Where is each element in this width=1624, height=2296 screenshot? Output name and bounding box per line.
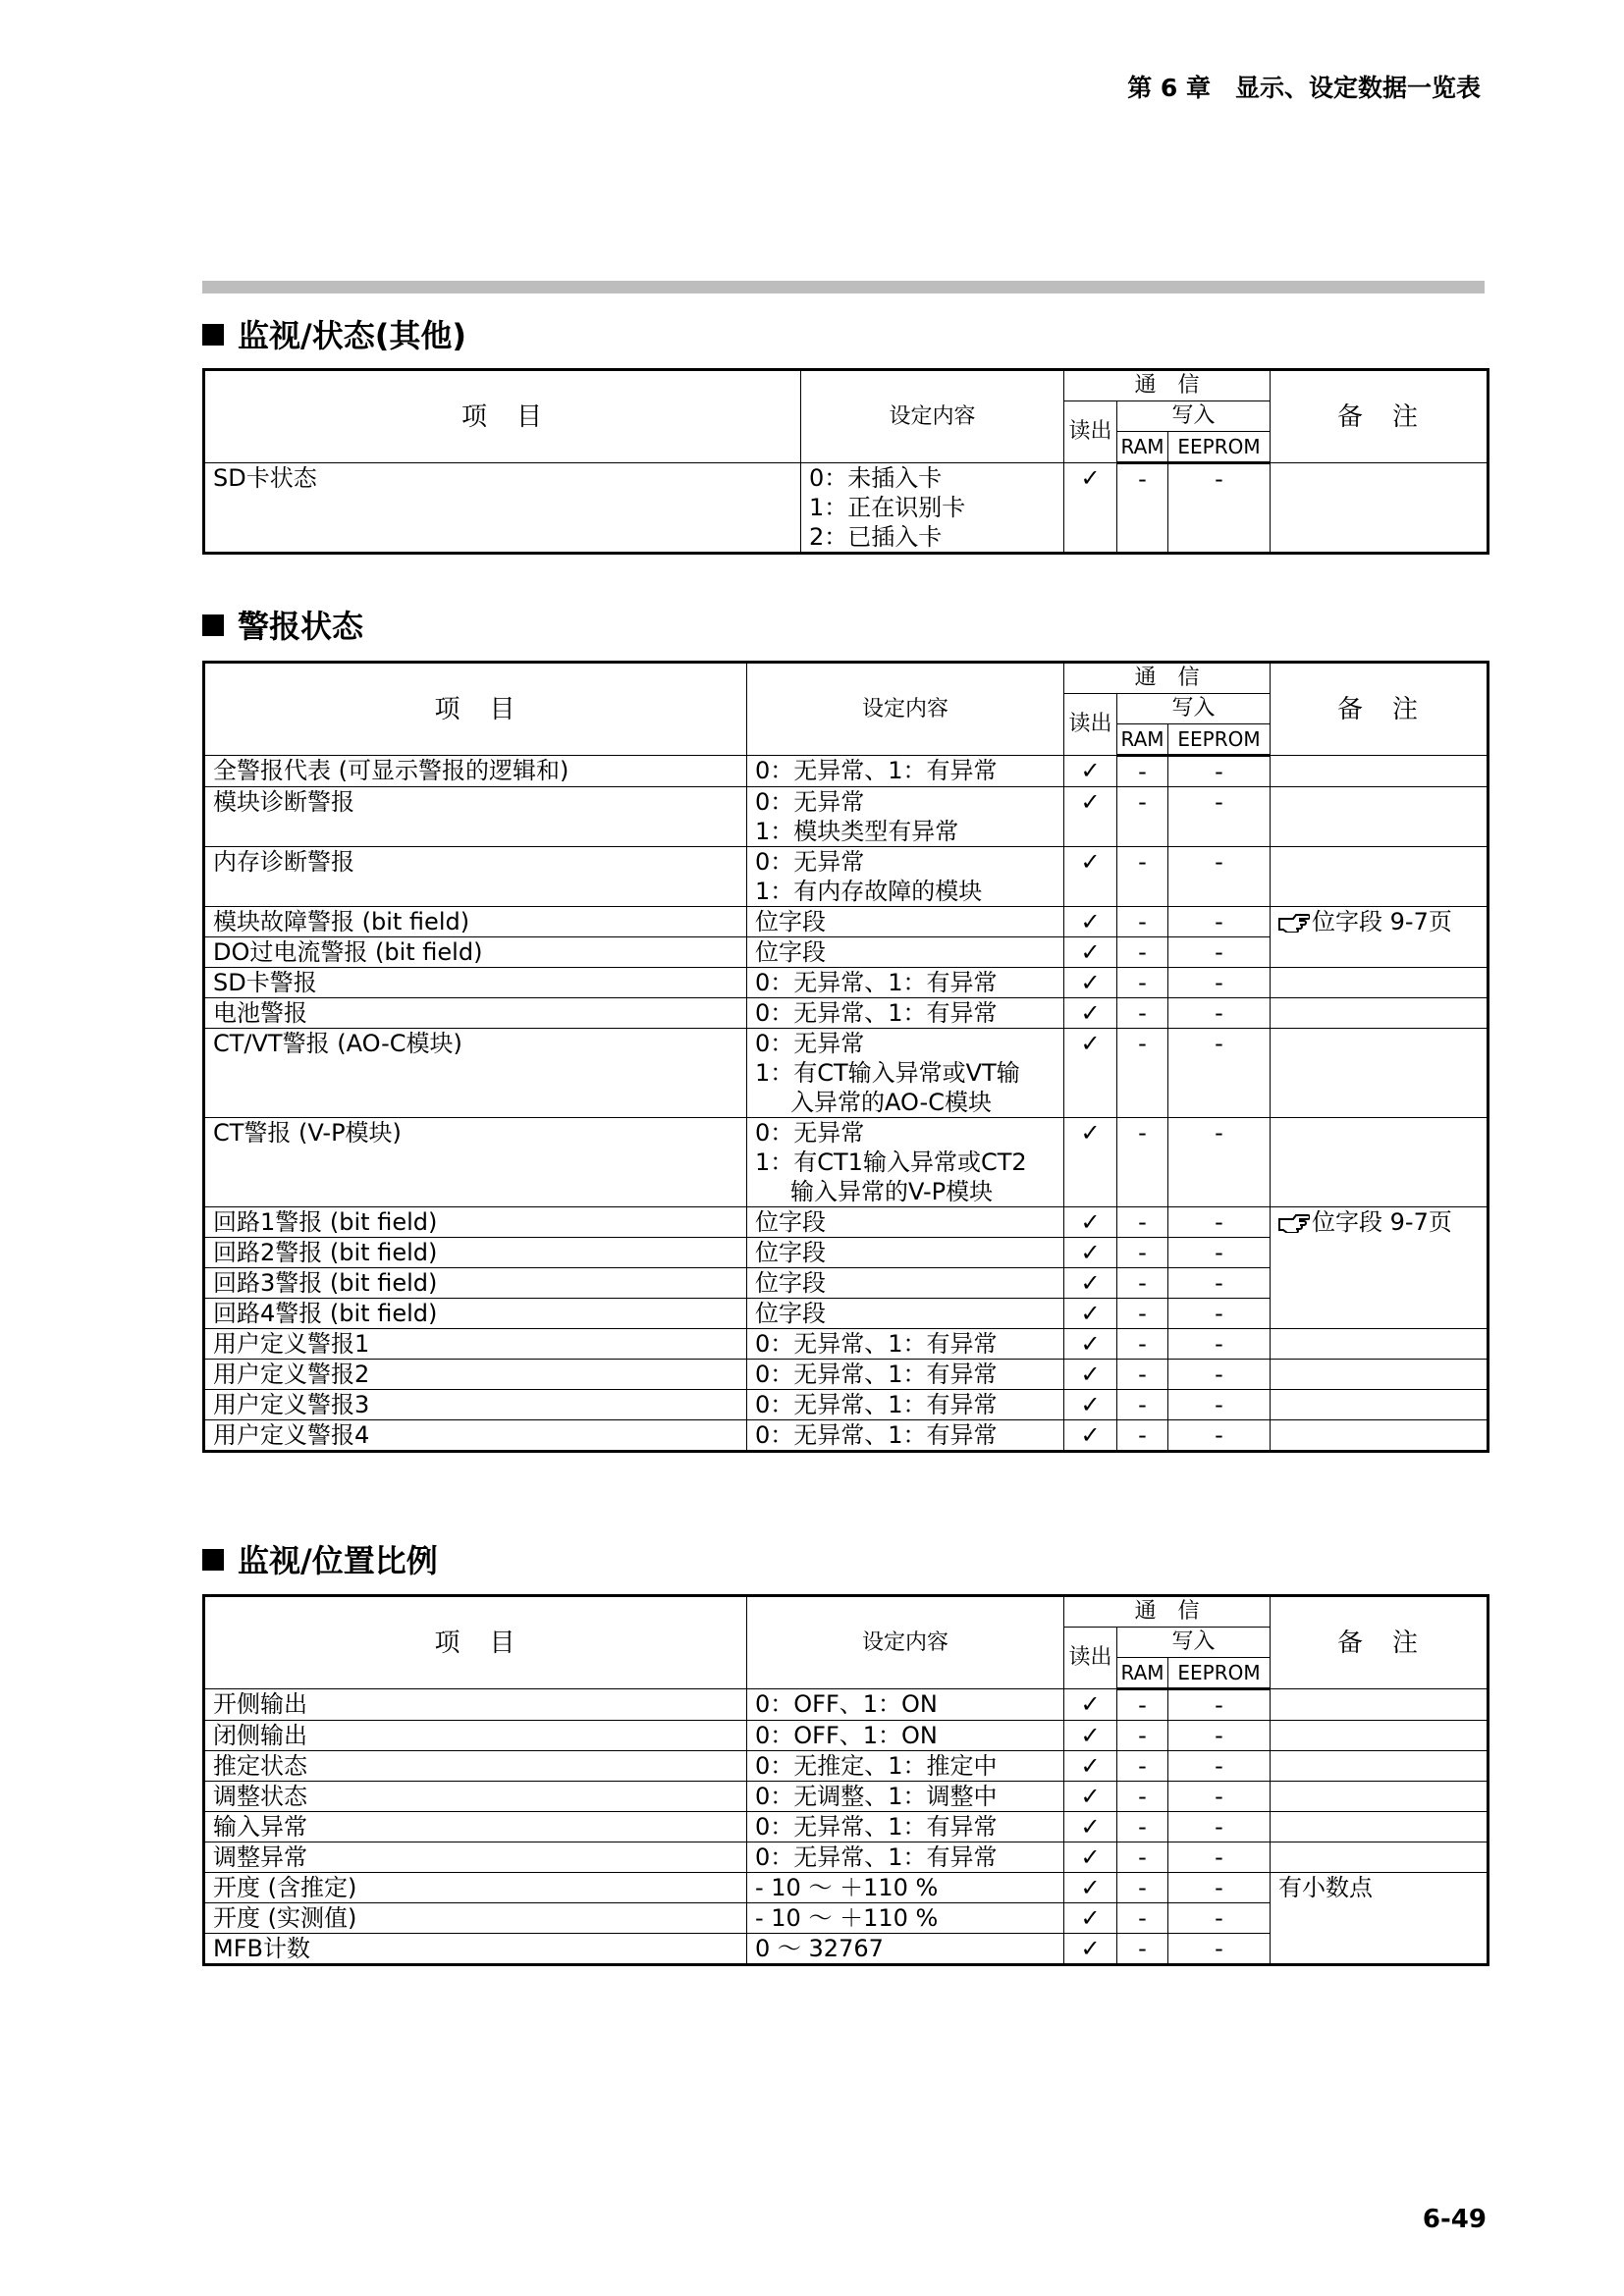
item-cell: 内存诊断警报 [204, 847, 747, 907]
ram-cell: - [1117, 463, 1168, 554]
col-header-read: 读出 [1064, 401, 1117, 463]
item-cell: 用户定义警报2 [204, 1360, 747, 1390]
read-check: ✓ [1064, 1268, 1117, 1299]
table-row [204, 1360, 1489, 1390]
note-cell [1271, 756, 1489, 787]
setting-cell [747, 1689, 1064, 1721]
read-check: ✓ [1064, 968, 1117, 998]
col-header-ram: RAM [1117, 724, 1168, 756]
col-header-read: 读出 [1064, 1628, 1117, 1689]
setting-line: 入异常的AO-C模块 [790, 1089, 992, 1116]
ram-cell: - [1117, 1029, 1168, 1118]
square-bullet-icon [202, 324, 224, 346]
item-cell: 全警报代表 (可显示警报的逻辑和) [204, 756, 747, 787]
item-cell: 输入异常 [204, 1812, 747, 1842]
read-check: ✓ [1064, 1689, 1117, 1721]
setting-line: 0：OFF、1：ON [755, 1690, 938, 1718]
table-row [204, 1390, 1489, 1420]
read-check: ✓ [1064, 1299, 1117, 1329]
note-cell [1271, 1360, 1489, 1390]
pointing-hand-icon [1278, 1211, 1310, 1233]
chapter-header: 第 6 章 显示、设定数据一览表 [1127, 74, 1481, 102]
eeprom-cell: - [1168, 998, 1271, 1029]
read-check: ✓ [1064, 1903, 1117, 1934]
ram-cell: - [1117, 1782, 1168, 1812]
note-cell [1271, 1118, 1489, 1207]
setting-line: 0：无异常 [755, 788, 865, 816]
setting-cell [747, 998, 1064, 1029]
table-row [204, 1873, 1489, 1903]
setting-cell [747, 1268, 1064, 1299]
read-check: ✓ [1064, 1934, 1117, 1965]
col-header-ram: RAM [1117, 432, 1168, 463]
table-row [204, 907, 1489, 937]
read-check: ✓ [1064, 1721, 1117, 1751]
note-cell [1271, 1751, 1489, 1782]
eeprom-cell: - [1168, 937, 1271, 968]
setting-line: 0：未插入卡 [809, 464, 943, 492]
setting-cell [747, 1721, 1064, 1751]
item-cell: 模块故障警报 (bit field) [204, 907, 747, 937]
ram-cell: - [1117, 1360, 1168, 1390]
setting-line: 0：无异常、1：有异常 [755, 1391, 998, 1418]
col-header-item: 项 目 [204, 1596, 747, 1689]
table-row [204, 1751, 1489, 1782]
ram-cell: - [1117, 1238, 1168, 1268]
setting-cell [747, 1299, 1064, 1329]
setting-line: 位字段 [755, 1208, 826, 1236]
ram-cell: - [1117, 1689, 1168, 1721]
ram-cell: - [1117, 756, 1168, 787]
item-cell: 推定状态 [204, 1751, 747, 1782]
note-cell [1271, 907, 1489, 968]
eeprom-cell: - [1168, 968, 1271, 998]
item-cell: 模块诊断警报 [204, 787, 747, 847]
eeprom-cell: - [1168, 847, 1271, 907]
col-header-note: 备 注 [1271, 1596, 1489, 1689]
table-row [204, 1329, 1489, 1360]
item-cell: 回路2警报 (bit field) [204, 1238, 747, 1268]
ram-cell: - [1117, 1903, 1168, 1934]
setting-line: 1：模块类型有异常 [755, 818, 959, 845]
table-row [204, 847, 1489, 907]
note-cell [1271, 463, 1489, 554]
table-row [204, 1782, 1489, 1812]
read-check: ✓ [1064, 1118, 1117, 1207]
item-cell: 电池警报 [204, 998, 747, 1029]
eeprom-cell: - [1168, 1268, 1271, 1299]
note-cell [1271, 1029, 1489, 1118]
ram-cell: - [1117, 787, 1168, 847]
data-table [202, 661, 1489, 1453]
col-header-eeprom: EEPROM [1168, 432, 1271, 463]
read-check: ✓ [1064, 1842, 1117, 1873]
read-check: ✓ [1064, 1029, 1117, 1118]
setting-cell [747, 1420, 1064, 1452]
setting-cell [747, 1360, 1064, 1390]
note-cell [1271, 1329, 1489, 1360]
table-row [204, 787, 1489, 847]
ram-cell: - [1117, 1873, 1168, 1903]
read-check: ✓ [1064, 1873, 1117, 1903]
read-check: ✓ [1064, 907, 1117, 937]
setting-line: 0：无异常 [755, 1119, 865, 1147]
table-row [204, 1029, 1489, 1118]
note-cell [1271, 1842, 1489, 1873]
setting-line: 1：有内存故障的模块 [755, 878, 983, 905]
setting-line: 1：正在识别卡 [809, 494, 966, 521]
eeprom-cell: - [1168, 1873, 1271, 1903]
setting-cell [747, 756, 1064, 787]
setting-line: 0：无异常、1：有异常 [755, 1843, 998, 1871]
setting-cell [747, 1390, 1064, 1420]
table-row [204, 1420, 1489, 1452]
ram-cell: - [1117, 1751, 1168, 1782]
setting-cell [747, 1207, 1064, 1238]
section-rule [202, 281, 1485, 294]
setting-line: 0：无异常、1：有异常 [755, 999, 998, 1027]
setting-cell [747, 1238, 1064, 1268]
ram-cell: - [1117, 1299, 1168, 1329]
item-cell: 闭侧输出 [204, 1721, 747, 1751]
item-cell: 开度 (含推定) [204, 1873, 747, 1903]
ram-cell: - [1117, 1118, 1168, 1207]
eeprom-cell: - [1168, 907, 1271, 937]
eeprom-cell: - [1168, 1689, 1271, 1721]
col-header-read: 读出 [1064, 694, 1117, 756]
setting-cell [747, 1934, 1064, 1965]
eeprom-cell: - [1168, 1299, 1271, 1329]
ram-cell: - [1117, 1390, 1168, 1420]
note-cell [1271, 998, 1489, 1029]
setting-cell [747, 1903, 1064, 1934]
setting-cell [747, 907, 1064, 937]
setting-cell [747, 1751, 1064, 1782]
table-row [204, 1207, 1489, 1238]
section-title: 监视/位置比例 [202, 1541, 438, 1580]
read-check: ✓ [1064, 1329, 1117, 1360]
ram-cell: - [1117, 1812, 1168, 1842]
table-row [204, 1118, 1489, 1207]
table-row [204, 968, 1489, 998]
col-header-comm: 通 信 [1064, 663, 1271, 694]
setting-cell [747, 1812, 1064, 1842]
ram-cell: - [1117, 968, 1168, 998]
ram-cell: - [1117, 1934, 1168, 1965]
item-cell: CT警报 (V-P模块) [204, 1118, 747, 1207]
item-cell: 开侧输出 [204, 1689, 747, 1721]
setting-cell [747, 1329, 1064, 1360]
read-check: ✓ [1064, 1782, 1117, 1812]
read-check: ✓ [1064, 756, 1117, 787]
item-cell: 回路3警报 (bit field) [204, 1268, 747, 1299]
ram-cell: - [1117, 907, 1168, 937]
eeprom-cell: - [1168, 1238, 1271, 1268]
col-header-setting: 设定内容 [747, 663, 1064, 756]
read-check: ✓ [1064, 1238, 1117, 1268]
setting-cell [747, 787, 1064, 847]
read-check: ✓ [1064, 1390, 1117, 1420]
ram-cell: - [1117, 1842, 1168, 1873]
eeprom-cell: - [1168, 1029, 1271, 1118]
setting-line: 0：无异常 [755, 1030, 865, 1057]
eeprom-cell: - [1168, 463, 1271, 554]
data-table [202, 368, 1489, 555]
note-cell [1271, 968, 1489, 998]
col-header-item: 项 目 [204, 370, 801, 463]
eeprom-cell: - [1168, 1118, 1271, 1207]
ram-cell: - [1117, 1268, 1168, 1299]
read-check: ✓ [1064, 1207, 1117, 1238]
eeprom-cell: - [1168, 1903, 1271, 1934]
col-header-item: 项 目 [204, 663, 747, 756]
eeprom-cell: - [1168, 1420, 1271, 1452]
setting-line: 0 ～ 32767 [755, 1935, 884, 1962]
setting-line: - 10 ～ ＋110 % [755, 1904, 939, 1932]
table-row [204, 463, 1489, 554]
note-cell [1271, 1812, 1489, 1842]
note-cell [1271, 1689, 1489, 1721]
section-title: 警报状态 [202, 607, 363, 646]
setting-line: 0：无异常、1：有异常 [755, 1813, 998, 1841]
note-link[interactable]: 位字段 9-7页 [1312, 908, 1452, 935]
eeprom-cell: - [1168, 1360, 1271, 1390]
item-cell: 回路1警报 (bit field) [204, 1207, 747, 1238]
note-cell [1271, 1721, 1489, 1751]
read-check: ✓ [1064, 1751, 1117, 1782]
col-header-setting: 设定内容 [801, 370, 1064, 463]
ram-cell: - [1117, 847, 1168, 907]
setting-line: 0：无推定、1：推定中 [755, 1752, 998, 1780]
setting-line: 输入异常的V-P模块 [790, 1178, 994, 1205]
page-number: 6-49 [1422, 2205, 1487, 2234]
eeprom-cell: - [1168, 1751, 1271, 1782]
eeprom-cell: - [1168, 1390, 1271, 1420]
read-check: ✓ [1064, 787, 1117, 847]
col-header-ram: RAM [1117, 1658, 1168, 1689]
setting-cell [747, 1118, 1064, 1207]
item-cell: 调整状态 [204, 1782, 747, 1812]
table-row [204, 998, 1489, 1029]
eeprom-cell: - [1168, 1934, 1271, 1965]
table-row [204, 1721, 1489, 1751]
item-cell: 用户定义警报4 [204, 1420, 747, 1452]
setting-cell [801, 463, 1064, 554]
item-cell: MFB计数 [204, 1934, 747, 1965]
col-header-note: 备 注 [1271, 370, 1489, 463]
item-cell: CT/VT警报 (AO-C模块) [204, 1029, 747, 1118]
setting-line: 1：有CT输入异常或VT输 [755, 1059, 1020, 1087]
item-cell: SD卡警报 [204, 968, 747, 998]
setting-line: 位字段 [755, 1300, 826, 1327]
setting-cell [747, 968, 1064, 998]
note-link[interactable]: 位字段 9-7页 [1312, 1208, 1452, 1236]
read-check: ✓ [1064, 847, 1117, 907]
note-text: 有小数点 [1278, 1874, 1374, 1901]
setting-cell [747, 1842, 1064, 1873]
item-cell: SD卡状态 [204, 463, 801, 554]
table-row [204, 1812, 1489, 1842]
data-table [202, 1594, 1489, 1966]
setting-line: 0：无异常 [755, 848, 865, 876]
col-header-note: 备 注 [1271, 663, 1489, 756]
item-cell: 回路4警报 (bit field) [204, 1299, 747, 1329]
col-header-write: 写入 [1117, 401, 1271, 432]
note-cell [1271, 1207, 1489, 1329]
setting-line: 1：有CT1输入异常或CT2 [755, 1148, 1027, 1176]
square-bullet-icon [202, 614, 224, 636]
setting-cell [747, 1873, 1064, 1903]
setting-line: 位字段 [755, 1269, 826, 1297]
item-cell: 调整异常 [204, 1842, 747, 1873]
col-header-eeprom: EEPROM [1168, 724, 1271, 756]
ram-cell: - [1117, 1420, 1168, 1452]
read-check: ✓ [1064, 463, 1117, 554]
eeprom-cell: - [1168, 1782, 1271, 1812]
setting-cell [747, 937, 1064, 968]
eeprom-cell: - [1168, 1721, 1271, 1751]
col-header-comm: 通 信 [1064, 370, 1271, 401]
setting-cell [747, 1029, 1064, 1118]
note-cell [1271, 847, 1489, 907]
note-cell [1271, 1390, 1489, 1420]
setting-line: 2：已插入卡 [809, 523, 943, 551]
note-cell [1271, 1782, 1489, 1812]
ram-cell: - [1117, 1207, 1168, 1238]
setting-line: 0：无异常、1：有异常 [755, 757, 998, 784]
setting-line: 0：OFF、1：ON [755, 1722, 938, 1749]
col-header-comm: 通 信 [1064, 1596, 1271, 1628]
pointing-hand-icon [1278, 911, 1310, 933]
ram-cell: - [1117, 1329, 1168, 1360]
setting-line: 0：无异常、1：有异常 [755, 969, 998, 996]
ram-cell: - [1117, 1721, 1168, 1751]
item-cell: DO过电流警报 (bit field) [204, 937, 747, 968]
item-cell: 用户定义警报1 [204, 1329, 747, 1360]
item-cell: 开度 (实测值) [204, 1903, 747, 1934]
section-title: 监视/状态(其他) [202, 316, 466, 355]
col-header-eeprom: EEPROM [1168, 1658, 1271, 1689]
eeprom-cell: - [1168, 1207, 1271, 1238]
col-header-setting: 设定内容 [747, 1596, 1064, 1689]
note-cell [1271, 1420, 1489, 1452]
setting-line: 0：无调整、1：调整中 [755, 1783, 998, 1810]
eeprom-cell: - [1168, 756, 1271, 787]
read-check: ✓ [1064, 1812, 1117, 1842]
read-check: ✓ [1064, 1420, 1117, 1452]
setting-line: 位字段 [755, 1239, 826, 1266]
setting-cell [747, 847, 1064, 907]
setting-line: 位字段 [755, 908, 826, 935]
ram-cell: - [1117, 937, 1168, 968]
setting-line: - 10 ～ ＋110 % [755, 1874, 939, 1901]
setting-cell [747, 1782, 1064, 1812]
table-row [204, 1689, 1489, 1721]
read-check: ✓ [1064, 998, 1117, 1029]
eeprom-cell: - [1168, 1812, 1271, 1842]
note-cell [1271, 787, 1489, 847]
read-check: ✓ [1064, 1360, 1117, 1390]
read-check: ✓ [1064, 937, 1117, 968]
note-cell [1271, 1873, 1489, 1965]
square-bullet-icon [202, 1549, 224, 1571]
eeprom-cell: - [1168, 1842, 1271, 1873]
col-header-write: 写入 [1117, 694, 1271, 724]
eeprom-cell: - [1168, 787, 1271, 847]
setting-line: 0：无异常、1：有异常 [755, 1421, 998, 1449]
eeprom-cell: - [1168, 1329, 1271, 1360]
setting-line: 位字段 [755, 938, 826, 966]
setting-line: 0：无异常、1：有异常 [755, 1330, 998, 1358]
ram-cell: - [1117, 998, 1168, 1029]
table-row [204, 1842, 1489, 1873]
setting-line: 0：无异常、1：有异常 [755, 1361, 998, 1388]
item-cell: 用户定义警报3 [204, 1390, 747, 1420]
col-header-write: 写入 [1117, 1628, 1271, 1658]
table-row [204, 756, 1489, 787]
